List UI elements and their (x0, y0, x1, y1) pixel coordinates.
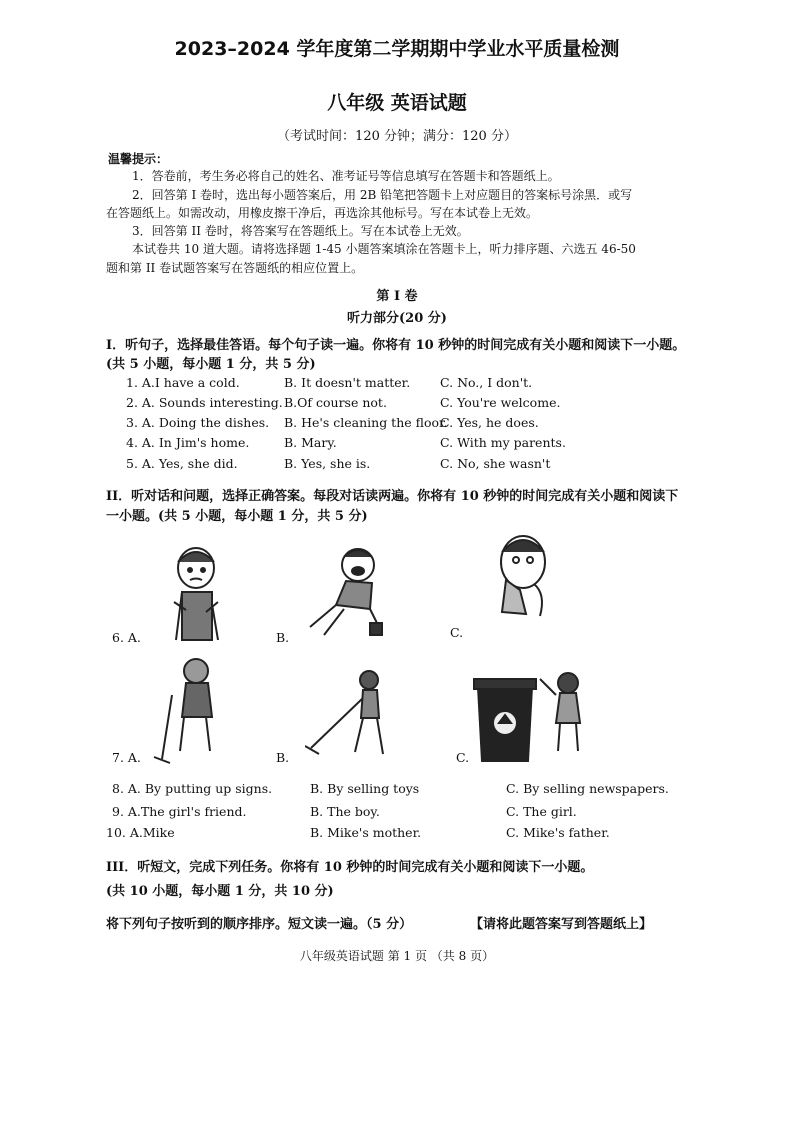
section1-instruction-line1: I．听句子，选择最佳答语。每个句子读一遍。你将有 10 秒钟的时间完成有关小题和阅读下一小题。 (106, 338, 686, 353)
q6-label-c: C. (450, 625, 464, 640)
q9-option-b: B. The boy. (310, 804, 380, 819)
q4-option-c: C. With my parents. (440, 435, 566, 450)
section2-instruction-line2: 一小题。(共 5 小题，每小题 1 分，共 5 分) (106, 509, 368, 524)
q9-option-c: C. The girl. (506, 804, 577, 819)
q6-label-a: 6. A. (112, 630, 141, 645)
q7-label-b: B. (276, 750, 290, 765)
q2-option-c: C. You're welcome. (440, 395, 561, 410)
tips-note-line1: 本试卷共 10 道大题。请将选择题 1-45 小题答案填涂在答题卡上，听力排序题、六选五 46-50 (132, 242, 636, 256)
q3-option-c: C. Yes, he does. (440, 415, 539, 430)
q10-option-c: C. Mike's father. (506, 825, 610, 840)
q1-option-a: 1. A.I have a cold. (126, 375, 240, 390)
q5-option-c: C. No, she wasn't (440, 456, 551, 471)
tips-item-3: 3．回答第 II 卷时，将答案写在答题纸上。写在本试卷上无效。 (132, 224, 469, 238)
tips-note-line2: 题和第 II 卷试题答案写在答题纸的相应位置上。 (106, 261, 364, 275)
q4-option-a: 4. A. In Jim's home. (126, 435, 250, 450)
tips-heading: 温馨提示： (108, 152, 169, 166)
exam-info: （考试时间：120 分钟；满分：120 分） (277, 129, 517, 144)
tips-item-2-line1: 2．回答第 I 卷时，选出每小题答案后，用 2B 铅笔把答题卡上对应题目的答案标号涂黑．或写 (132, 188, 633, 202)
q7-label-a: 7. A. (112, 750, 141, 765)
q7-picture-c-recycling-bin (470, 665, 600, 765)
section3-task-note: 【请将此题答案写到答题纸上】 (470, 917, 653, 932)
q4-option-b: B. Mary. (284, 435, 337, 450)
tips-item-1: 1．答卷前，考生务必将自己的姓名、准考证号等信息填写在答题卡和答题纸上。 (132, 169, 560, 183)
q3-option-a: 3. A. Doing the dishes. (126, 415, 270, 430)
q8-option-c: C. By selling newspapers. (506, 781, 669, 796)
q1-option-b: B. It doesn't matter. (284, 375, 411, 390)
q2-option-b: B.Of course not. (284, 395, 387, 410)
volume-heading: 第 I 卷 (376, 289, 418, 304)
section1-instruction-line2: (共 5 小题，每小题 1 分，共 5 分) (106, 357, 316, 372)
q7-picture-b-girl-mopping (305, 668, 395, 764)
page-footer: 八年级英语试题 第 1 页 （共 8 页） (299, 949, 495, 963)
q9-option-a: 9. A.The girl's friend. (112, 804, 247, 819)
q5-option-b: B. Yes, she is. (284, 456, 371, 471)
q6-picture-b-hurt-boy (300, 543, 392, 638)
section3-instruction-line1: III．听短文，完成下列任务。你将有 10 秒钟的时间完成有关小题和阅读下一小题。 (106, 860, 594, 875)
section2-instruction-line1: II．听对话和问题，选择正确答案。每段对话读两遍。你将有 10 秒钟的时间完成有关小题和阅读下 (106, 489, 679, 504)
q10-option-a: 10. A.Mike (106, 825, 175, 840)
q7-picture-a-girl-sweeping (150, 655, 230, 765)
section3-instruction-line2: (共 10 小题，每小题 1 分，共 10 分) (106, 884, 334, 899)
section3-task: 将下列句子按听到的顺序排序。短文读一遍。（5 分） (106, 917, 413, 932)
q1-option-c: C. No., I don't. (440, 375, 533, 390)
q10-option-b: B. Mike's mother. (310, 825, 422, 840)
tips-item-2-line2: 在答题纸上。如需改动，用橡皮擦干净后，再选涂其他标号。写在本试卷上无效。 (106, 206, 539, 220)
q6-picture-c-sneezing-man (490, 528, 556, 620)
q6-picture-a-sick-girl (160, 540, 232, 644)
q8-option-a: 8. A. By putting up signs. (112, 781, 273, 796)
listening-section-heading: 听力部分(20 分) (347, 311, 447, 326)
q8-option-b: B. By selling toys (310, 781, 420, 796)
exam-subtitle: 八年级 英语试题 (327, 92, 467, 114)
q6-label-b: B. (276, 630, 290, 645)
q3-option-b: B. He's cleaning the floor. (284, 415, 448, 430)
exam-title: 2023–2024 学年度第二学期期中学业水平质量检测 (174, 38, 620, 60)
q7-label-c: C. (456, 750, 470, 765)
q5-option-a: 5. A. Yes, she did. (126, 456, 238, 471)
q2-option-a: 2. A. Sounds interesting. (126, 395, 283, 410)
